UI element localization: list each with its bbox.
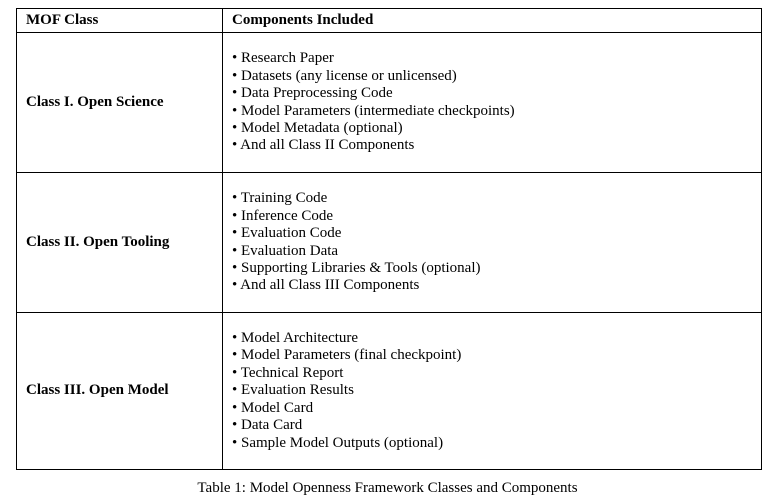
list-item: • Evaluation Results [232, 382, 354, 399]
list-item: • Model Parameters (intermediate checkpoints) [232, 102, 515, 119]
list-item: • Datasets (any license or unlicensed) [232, 67, 457, 84]
class-iii-component-list [232, 330, 761, 452]
list-item: • Sample Model Outputs (optional) [232, 434, 444, 451]
list-item: • Model Architecture [232, 330, 359, 347]
list-item: • Evaluation Code [232, 225, 342, 242]
list-item: • Data Card [232, 417, 303, 434]
list-item: • Supporting Libraries & Tools (optional) [232, 259, 481, 276]
list-item: • Evaluation Data [232, 242, 339, 259]
list-item: • And all Class II Components [232, 137, 415, 154]
table-row-class-ii [17, 173, 762, 313]
mof-classes-table [16, 8, 762, 470]
table-row-class-iii [17, 313, 762, 470]
class-ii-name: Class II. Open Tooling [17, 173, 223, 313]
class-ii-component-list [232, 190, 761, 294]
list-item: • Model Card [232, 399, 314, 416]
header-components-included: Components Included [223, 9, 762, 33]
list-item: • Training Code [232, 190, 328, 207]
list-item: • Inference Code [232, 207, 334, 224]
list-item: • Data Preprocessing Code [232, 85, 393, 102]
list-item: • Model Parameters (final checkpoint) [232, 347, 462, 364]
class-i-component-list [232, 50, 761, 154]
table-header-row [17, 9, 762, 33]
class-iii-components [223, 313, 762, 470]
table-caption: Table 1: Model Openness Framework Classes and Components [197, 480, 578, 496]
list-item: • Technical Report [232, 364, 344, 381]
class-i-name: Class I. Open Science [17, 33, 223, 173]
list-item: • Research Paper [232, 50, 334, 67]
class-iii-name: Class III. Open Model [17, 313, 223, 470]
table-row-class-i [17, 33, 762, 173]
class-ii-components [223, 173, 762, 313]
header-mof-class: MOF Class [17, 9, 223, 33]
class-i-components [223, 33, 762, 173]
list-item: • And all Class III Components [232, 277, 420, 294]
list-item: • Model Metadata (optional) [232, 119, 403, 136]
